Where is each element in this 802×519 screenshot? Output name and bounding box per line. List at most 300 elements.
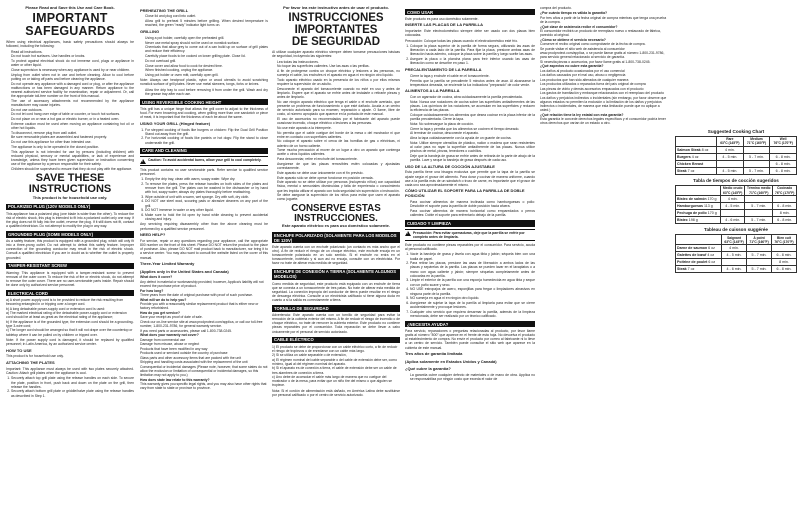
list-item: a) A short power-supply cord is to be provided to reduce the risk resulting from becoming entangled in or tripping over a longer cord.	[6, 297, 124, 307]
list-item: What will we do to help you?	[140, 297, 187, 302]
food-qty: 7 oz	[687, 168, 695, 173]
section-bar-care: CARE AND CLEANING	[140, 148, 268, 154]
tamper-screw-text-es: Advertencia: Este aparato cuenta con un tornillo de seguridad para evitar la remoción de la cubierta exterior del mismo. A fin de reducir el riesgo de incendio o de choque eléctrico, no trate de remover la cubierta exterior. Este producto no contiene piezas reparables por el consumidor. Toda reparación se debe llevar a cabo únicamente por el personal de servicio autorizado.	[272, 313, 400, 334]
care-intro-es: Este producto no contiene piezas reparables por el consumidor. Para servicio, acuda al personal calificado.	[405, 242, 535, 252]
how-to-use-text-es: Este producto es para uso doméstico solamente.	[405, 16, 479, 21]
insert-steps-es	[405, 44, 535, 65]
cooking-chart-table-es	[675, 185, 797, 225]
column-spanish-warranty	[540, 6, 670, 515]
section-bar-electrical-cord-es: CABLE ELÉCTRICO	[272, 337, 400, 343]
list-item: • Para cocinar alimentos de manera inclinada como hamburguesas o pollo: Desdoble el soporte para la parrilla de doble posición hacia afuera.	[410, 200, 535, 208]
grilling-heading-es: ALIMENTOS A LA PARRILLA	[405, 88, 460, 94]
table-cell: 4 - 5 min.	[717, 154, 744, 161]
list-item: • To protect against electrical shock do not immerse cord, plugs or appliance in water or other liquid.	[11, 59, 134, 67]
warranty-continued-es: compra del producto.	[540, 6, 572, 10]
grilling-heading: GRILLING	[140, 28, 160, 34]
list-item: Conserve el recibo original como comprobante de la fecha de compra.	[540, 42, 646, 47]
table-cell-food	[676, 147, 717, 154]
list-item: • El uso de accesorios no recomendados por el fabricante del aparato puede ocasionar incendio, choque eléctrico o lesiones a las personas.	[277, 117, 400, 125]
table-cell: 6 - 8 min.	[770, 161, 797, 168]
list-item: • No permita que el cable cuelgue del borde de la mesa o del mostrador ni que entre en contacto con superficies calientes.	[277, 131, 400, 139]
list-item: 2) Si se utiliza un cable separable o de extensión,	[272, 353, 347, 358]
read-note: Please Read and Save this Use and Care Book.	[25, 6, 115, 10]
list-item: • Do not place on or near a hot gas or electric burner, or in a heated oven.	[11, 117, 134, 121]
list-item: Any defect in material or workmanship provided; however, Applica's liability will not exceed the purchase price of product.	[140, 280, 264, 289]
list-item: Products used or serviced outside the country of purchase	[140, 351, 228, 356]
list-item: Los productos utilizados o reparados fuera del país original de compra	[540, 82, 646, 87]
table-header-cell: Medium 71°C (160°F)	[743, 136, 770, 147]
polarized-plug-text-es: Este aparato cuenta con un enchufe polarizado (un contacto es más ancho que el otro). A fin de reducir el riesgo de un choque eléctrico, este enchufe encaja en un tomacorriente polarizado en un solo sentido. Si el enchufe no entra en el tomacorriente, inviértalo y si aun así no encaja, consulte con un electricista. Por favor no trate de alterar esta medida de seguridad.	[272, 244, 400, 266]
table-row	[676, 217, 797, 224]
list-item: • Do not use outdoors.	[11, 108, 134, 112]
food-name: Steak	[677, 267, 687, 272]
table-cell: 5 - 7 min.	[745, 203, 773, 210]
cord-note-es: Nota: Si el cordón de alimentación está dañado, en América Latina debe sustituirse por personal calificado o por el centro de servicio autorizado.	[272, 388, 400, 397]
table-header-cell: Saignant 63°C (145°F)	[722, 234, 747, 245]
grilling-list	[140, 36, 268, 77]
table-cell: 6 - 8 min.	[773, 203, 797, 210]
list-item: ¿Qué clase de asistencia recibe el consumidor?	[540, 24, 618, 29]
dual-stand-list-es	[405, 200, 535, 217]
table-cell: 4 - 6 min.	[722, 266, 747, 273]
table-header-cell	[676, 185, 721, 196]
insert-plates-note-es: Precaución: Coloque todas las placas cuando el electrodoméstico esté frío.	[405, 38, 519, 43]
food-name: Pechuga de pollo	[677, 211, 707, 216]
list-item: 2. Asegure la placa o la plancha plana para freír inferior usando las asas de liberación como se describe en paso 1.	[410, 57, 535, 65]
list-item: • To disconnect, remove plug from wall outlet.	[11, 131, 134, 135]
list-item: This warranty gives you specific legal rights, and you may also have other rights that vary from state to state or province to province.	[140, 382, 267, 391]
list-item: • Using pot holder or oven mitt, carefully open grill.	[145, 73, 268, 77]
food-qty: 170 g	[707, 197, 717, 202]
preheat-list-es	[405, 74, 535, 87]
table-cell: 5 - 7 min.	[747, 266, 772, 273]
list-item: • Allow grill to preheat 5 minutes before grilling. When desired temperature is reached, the green "ready" indicator light turns on.	[145, 19, 268, 27]
section-bar-polarized-plug: POLARIZED PLUG (120V MODELS ONLY)	[6, 204, 134, 210]
how-to-use-heading: HOW TO USE	[6, 347, 32, 353]
cord-list-es	[272, 345, 400, 388]
cooking-chart-table-fr	[675, 234, 797, 274]
table-cell-food	[676, 203, 721, 210]
table-cell-food	[676, 217, 721, 224]
list-item: 4. NO USE estropajos de acero, esponjillas para fregar o limpiadores abrasivos en ninguna parte de la parrilla.	[410, 287, 535, 295]
care-caution-es	[405, 229, 535, 241]
list-item: a) El régimen nominal del cable separable o del cable de extensión debe ser, como mínimo, igual al del régimen nominal del aparato.	[272, 357, 397, 366]
column-spanish-usage	[405, 6, 535, 515]
section-bar-grounded-plug-es: ENCHUFE DE CONEXIÓN A TIERRA (SOLAMENTE ALGUNOS MODELOS)	[272, 269, 400, 280]
table-cell	[743, 161, 770, 168]
table-cell	[745, 196, 773, 203]
list-item: c) Uno debe de acomodar el cable más largo de manera que no cuelgue del mostrador o de la mesa, para evitar que un niño tire del mismo o que alguien se tropiece.	[272, 375, 393, 388]
grilling-list-es	[405, 95, 535, 162]
list-item: What does it cover?	[140, 275, 173, 280]
table-cell	[722, 259, 747, 266]
care-intro: This product contains no user serviceable parts. Refer service to qualified service personnel.	[140, 167, 268, 176]
list-item: Damage from misuse, abuse or neglect	[140, 342, 200, 347]
list-item: • Do not use this appliance for other than intended use.	[11, 140, 134, 144]
help-text-es: Para servicio, reparaciones o preguntas relacionadas al producto, por favor llame gratis al número "800" que aparece en el frente de esta hoja. No devuelva el producto al establecimiento de compra. No envíe el producto por correo al fabricante ni lo lleve a un centro de servicio. También puede consultar el sitio web que aparece en la cubierta de este manual.	[405, 328, 535, 350]
grounded-plug-text: As a safety feature, this product is equipped with a grounded plug, which will only fit into a three-prong outlet. Do not attempt to defeat this safety feature. Improper connection of the grounding conductor may result in the risk of electric shock. Consult a qualified electrician if you are in doubt as to whether the outlet is properly grounded.	[6, 239, 134, 260]
table-row	[676, 259, 797, 266]
table-header-cell: Medio crudo 63°C (145°F)	[721, 185, 745, 196]
list-item: For how long?	[140, 288, 164, 293]
warranty-subtitle: (Applies only in the United States and Canada)	[140, 268, 229, 274]
list-item: ¿Cómo se obtiene el servicio necesario?	[540, 37, 606, 42]
attaching-plates-text: Important: This appliance must always be used with two plates securely attached. Caution: Attach grill plates when the appliance is cool.	[6, 366, 134, 376]
section-bar-help-es: ¿NECESITA AYUDA?	[405, 321, 535, 327]
warranty-subtitle-es: (Aplica solamente en Estados Unidos y Canadá)	[405, 358, 497, 364]
list-item: 1. For stepped cooking of foods like burgers or chicken: Flip the Dual Grill Position Stand out away from the grill.	[145, 128, 268, 136]
list-item: • Al terminar de cocinar, desconecte el aparato.	[410, 131, 535, 135]
table-cell: 4 min.	[721, 196, 745, 203]
table-cell: 4 - 5 min.	[722, 252, 747, 259]
list-item: • Nota: Utilice siempre utensilios de plástico, nailon o madera que sean resistentes al calor para no rayar la superficie antiadherente de las placas. Nunca utilice pinchos de metal, pinzas, tenedores o cuchillos.	[410, 141, 535, 153]
section-bar-tamper-screw: TAMPER-RESISTANT SCREW	[6, 263, 134, 269]
table-cell-food	[676, 259, 722, 266]
need-help-heading: NEED HELP?	[140, 232, 166, 238]
column-english-safeguards	[6, 6, 134, 515]
section-bar-tamper-screw-es: TORNILLO DE SEGURIDAD	[272, 305, 400, 311]
table-cell	[745, 210, 773, 217]
safeguards-title-es-line1: INSTRUCCIONES IMPORTANTES	[288, 11, 384, 36]
list-item: 2. Para retirar las placas, presione las asas de liberación a ambos lados de las placas y sepárelas de la parrilla. Las placas se pueden lavar en el lavaplatos o a mano con agua caliente y jabón; siempre séquelas completamente antes de colocarlas en la parrilla.	[410, 261, 535, 278]
list-item: • Carefully place foods to be cooked on lower grilling plate. Close lid.	[145, 54, 268, 58]
section-bar-polarized-plug-es: ENCHUFE POLARIZADO (SOLAMENTE PARA LOS MODELOS DE 120V)	[272, 232, 400, 243]
table-row	[676, 245, 797, 252]
list-item: ¿Qué aspectos no cubre esta garantía?	[540, 64, 604, 69]
cooking-chart-title-fr: Tableau de cuisson suggérée	[704, 227, 768, 233]
list-item: • Con un agarrador de cocina, abra cuidadosamente la parrilla precalentada.	[410, 95, 535, 99]
hinged-steps	[140, 128, 268, 145]
list-item: • Se debe asegurar la supervisión de los niños para evitar que usen el aparato como juguete.	[277, 193, 400, 201]
list-item: Shipping and handling costs associated with the replacement of the unit	[140, 360, 248, 365]
list-item: b) A long detachable power-supply cord or extension cord is used:	[6, 306, 105, 311]
food-qty: 6 oz	[708, 246, 715, 251]
list-item: What does your warranty not cover?	[140, 333, 199, 338]
list-item: • Extreme caution must be used when moving an appliance containing hot oil or other hot liquids.	[11, 122, 134, 130]
table-row	[676, 196, 797, 203]
warranty-title-es: Tres años de garantía limitada	[405, 351, 463, 357]
list-item: • Do not overload grill.	[145, 59, 268, 63]
list-item: Esta garantía le concede derechos legales específicos y el consumidor podría tener otros derechos que varían de un estado a otro.	[540, 117, 666, 126]
table-cell: 4 - 5 min.	[721, 203, 745, 210]
list-item: Products that have been modified in any way	[140, 346, 208, 351]
table-header-row	[676, 185, 797, 196]
list-item: • A fin de protegerse contra un choque eléctrico y lesiones a las personas, no sumerja el cable, los enchufes ni el aparato en agua ni en ningún otro líquido.	[277, 69, 400, 77]
table-cell: 4 - 5 min.	[717, 168, 744, 175]
list-item: ¿Qué relación tiene la ley estatal con esta garantía?	[540, 112, 624, 117]
list-item: • Never use metal spray should not be used on nonstick surface.	[145, 41, 268, 45]
list-item: How does state law relate to this warranty?	[140, 377, 210, 382]
list-item: • Abra la tapa cuidadosamente con la ayuda de un guante de cocina.	[410, 136, 535, 140]
grounded-plug-text-es: Como medida de seguridad, este producto está equipado con un enchufe de tierra que se conecta a un tomacorriente de tres patas. No trate de alterar esta medida de seguridad. La conexión impropia del conductor de tierra puede resultar en el riesgo de descarga eléctrica. Consulte a un electricista calificado si tiene alguna duda en cuanto a si la salida es correctamente a tierra.	[272, 281, 400, 303]
attaching-plates-heading: ATTACHING THE PLATES	[6, 360, 55, 366]
list-item: • No coloque el aparato sobre ni cerca de las hornillas de gas o eléctricas, ni adentro de un horno caliente.	[277, 139, 400, 147]
list-item: 6. Make sure to hold the lid open by hand while cleaning to prevent accidental closing and injury.	[145, 213, 268, 221]
food-name: Steak	[677, 168, 687, 173]
care-caution-text: Caution: To avoid accidental burns, allow your grill to cool completely.	[148, 158, 262, 163]
list-item: • Asegúrese de que las placas removibles estén colocadas y ajustadas correctamente.	[277, 162, 400, 170]
table-cell: 5 - 7 min.	[747, 252, 772, 259]
table-header-cell: Well 76°C (170°F)	[770, 136, 797, 147]
food-name: Darne de saumon	[677, 246, 708, 251]
list-item: • When finished cooking, unplug the appliance.	[145, 68, 268, 72]
warranty-lines	[140, 275, 268, 390]
list-item: Three years from the date of original purchase with proof of such purchase.	[140, 293, 253, 298]
list-item: • Para cocinar alimentos de manera horizontal como emparedados o perros calientes: Doble el soporte para enfrentarlo debajo de la parrilla.	[410, 209, 535, 217]
food-name: Salmon Steak	[677, 148, 701, 153]
list-item: 7. Cualquier otro servicio que requiera desarmar la parrilla, además de la limpieza mencionada, debe ser realizado por un técnico calificado.	[410, 310, 535, 318]
list-item: • The use of accessory attachments not recommended by the appliance manufacturer may cause injuries.	[11, 99, 134, 107]
food-qty: 170 g	[707, 211, 717, 216]
food-qty: 113 g	[703, 204, 713, 209]
food-name: Hamburguesas	[677, 204, 703, 209]
table-row	[676, 168, 797, 175]
list-item: Glass parts and other accessory items that are packed with the unit	[140, 355, 242, 360]
food-qty: 6 oz	[708, 260, 716, 265]
list-item: • Tome mucha precaución al mover de un lugar a otro un aparato que contenga aceite u otros líquidos calientes.	[277, 148, 400, 156]
section-bar-how-to-use-es: COMO USAR	[405, 9, 535, 15]
table-header-cell: À point 71°C (160°F)	[747, 234, 772, 245]
table-header-row	[676, 136, 797, 147]
list-item: How do you get service?	[140, 310, 180, 315]
table-header-cell	[676, 234, 722, 245]
list-item: Los daños causados por el mal uso, abuso o negligencia	[540, 73, 626, 78]
table-header-cell: Cocinado 76°C (170°F)	[773, 185, 797, 196]
list-item: • Do not touch hot surfaces. Use handles or knobs.	[11, 54, 134, 58]
list-item: Por tres años a partir de la fecha original de compra mientras que tenga una prueba de la compra.	[540, 15, 667, 24]
list-item: Los daños y perjuicios indirectos o incidentales (sin embargo, por favor observe que algunos estados no permiten la exclusión o la limitación de los daños y perjuicios indirectos o incidentales, de manera que esta limitación puede que no aplique a usted.)	[540, 95, 667, 113]
cord-list	[6, 298, 134, 337]
list-item: • Este aparato se debe usar únicamente con el fin previsto.	[277, 171, 400, 175]
list-item: • Close cover and allow food to cook for desired time.	[145, 64, 268, 68]
table-cell	[747, 259, 772, 266]
table-cell: 4 min.	[717, 147, 744, 154]
table-row	[676, 147, 797, 154]
how-to-use-text: This product is for household use only.	[6, 354, 64, 359]
food-name: Bistec	[677, 218, 688, 223]
list-item: ¿Por cuánto tiempo es válida la garantía?	[540, 11, 608, 16]
table-row	[676, 252, 797, 259]
table-cell-food	[676, 210, 721, 217]
warranty-question-es: ¿Qué cubre la garantía?	[405, 365, 451, 371]
table-cell: 4 min.	[722, 245, 747, 252]
table-cell-food	[676, 245, 722, 252]
preheat-heading-es: PRECALENTAMIENTO DE LA PARRILLA	[405, 66, 482, 72]
list-item: Los productos que han sido alterados de cualquier manera	[540, 77, 629, 82]
list-item: a) The marked electrical rating of the detachable power-supply cord or extension cord should be at least as great as the electrical rating of the appliance;	[6, 311, 127, 320]
table-row	[676, 154, 797, 161]
list-item: 6. Asegúrese de sujetar la tapa de la parrilla al limpiarla para evitar que se cierre accidentalmente y provoque lesiones.	[410, 301, 535, 309]
table-cell: 6 - 8 min.	[772, 266, 797, 273]
safeguards-title: IMPORTANT SAFEGUARDS	[25, 10, 115, 38]
section-bar-grounded-plug: GROUNDED PLUG (SOME MODELS ONLY)	[6, 231, 134, 237]
list-item: • Deje que la bandeja de grasa se enfríe antes de retirarla de la parte de abajo de la parrilla. Lave y seque la bandeja de grasa después de cada uso.	[410, 154, 535, 162]
column-english-usage	[140, 6, 268, 515]
safeguards-list-es	[272, 60, 400, 202]
save-instructions-title-es: CONSERVE ESTAS INSTRUCCIONES.	[291, 202, 381, 224]
table-cell: 8 min.	[773, 210, 797, 217]
table-row	[676, 266, 797, 273]
list-item: 3. Wipe outside of unit with a warm, wet sponge. Dry with soft, dry cloth.	[145, 195, 268, 199]
list-item: 2. Securely attach bottom grill plate or griddle/halve plate using the release handles as described in Step 1.	[11, 389, 134, 397]
table-cell: 8 min.	[772, 259, 797, 266]
food-name: Galettes de bœuf	[677, 253, 707, 258]
table-cell	[773, 196, 797, 203]
list-item: • This appliance is not intended for use by persons (including children) with reduced physical, sensory or mental capabilities, or lack of experience and knowledge, unless they have been given supervision or instruction concerning use of the appliance by a person responsible for their safety.	[11, 150, 134, 167]
list-item: • Coloque cuidadosamente los alimentos que desea cocinar en la placa inferior de la parrilla precalentada. Cierre la tapa.	[410, 113, 535, 121]
list-item: • Este aparato sólo se debe operar funcionar en posición cerrada.	[277, 176, 400, 180]
table-cell	[770, 147, 797, 154]
food-name: Bistec de salmón	[677, 197, 707, 202]
cooking-height-text-es: Esta parrilla tiene una bisagra exclusiva que permite que la tapa de la parrilla se ajuste según el grosor del alimento. Para dorar y cocinar de manera uniforme, cuando ase a la parrilla más de un sándwich o trozo de carne, es importante que el grosor de cada uno sea aproximadamente el mismo.	[405, 170, 535, 187]
list-item: • Desconecte el aparato del tomacorriente cuando no esté en uso y antes de limpiarlo. Espere que el aparato se enfríe antes de instalarle o retirarle piezas y antes de limpiarlo.	[277, 87, 400, 99]
preheat-list	[140, 14, 268, 27]
list-item: • Close supervision is necessary when any appliance is used by or near children.	[11, 68, 134, 72]
list-item: • Do not operate any appliance with a damaged cord or plug, or after the appliance malfunctions or has been damaged in any manner. Return appliance to the nearest authorized service facility for examination, repair or adjustment. Or, call the appropriate toll-free number on the front of this manual.	[11, 82, 134, 99]
warranty-list-es	[405, 373, 535, 381]
list-item: • Using a pot holder, carefully open the preheated grill.	[145, 36, 268, 40]
table-cell-food	[676, 168, 717, 175]
preheating-heading: PREHEATING THE GRILL	[140, 7, 189, 13]
list-item: Los gastos de tramitación y embarque relacionados con el reemplazo del producto	[540, 91, 665, 96]
list-item: b) Si el aparato es de conexión a tierra, el cable de extensión debe ser un cable de tres alambres de conexión a tierra.	[272, 366, 397, 375]
list-item: • Para desconectar, retire el enchufe del tomacorriente.	[277, 157, 400, 161]
food-qty: 7 oz	[687, 267, 695, 272]
column-spanish-safeguards	[272, 6, 400, 515]
household-note-es: Este aparato eléctrico es para uso doméstico solamente.	[281, 223, 391, 229]
safeguards-list	[6, 50, 134, 171]
chart-spacer	[675, 6, 797, 126]
list-item: 2. To remove the plates, press the release handles on both sides of the plates and remove from the grill. The plates can be washed in the dishwasher or by hand with hot, soapy water; always dry plates thoroughly before reattaching.	[145, 182, 268, 194]
need-help-text: For service, repair or any questions regarding your appliance, call the appropriate 800 number on the front of this sheet. Please DO NOT return the product to the place of purchase. Also, please DO NOT mail product back to manufacturer, nor bring it to a service center. You may also want to consult the website listed on the cover of this manual.	[140, 239, 268, 260]
column-cooking-charts	[675, 6, 797, 515]
warranty-title: Three-Year Limited Warranty	[140, 261, 195, 267]
table-cell: 6 - 8 min.	[773, 217, 797, 224]
list-item: Check our on-line service site at www.prodprotect.com/applica, or call our toll-free number, 1-800-231-9786, for general warranty service.	[140, 320, 263, 329]
table-header-cell: Término medio 71°C (160°F)	[745, 185, 773, 196]
list-item: • Permita que la parrilla se precaliente 5 minutos antes de asar. Al alcanzarse la temperatura deseada, se enciende la luz indicadora "preparado" de color verde.	[410, 79, 535, 87]
list-item: • No toque las superficies calientes. Use las asas o las perillas.	[277, 64, 400, 68]
table-cell-food	[676, 252, 722, 259]
list-item: • Este aparato no se debe utilizar por personas (incluyendo niños) con capacidad física, mental o sensoriales disminuidas y falta de experiencia o conocimiento que les impida utilizar el aparato con toda seguridad sin supervisión o instrucción.	[277, 180, 400, 192]
list-item: • Cierre la tapa y permita que los alimentos se cocinen el tiempo deseado.	[410, 127, 535, 131]
list-item: Damage from commercial use	[140, 337, 186, 342]
list-item: 3. Limpie el exterior de la parrilla con una esponja humedecida en agua tibia y seque con un paño suave y seco.	[410, 278, 535, 286]
table-header-cell: Bien cuit 76°C (170°F)	[772, 234, 797, 245]
safeguards-title-es-line2: DE SEGURIDAD	[291, 36, 381, 48]
warning-icon	[405, 231, 411, 236]
table-cell-food	[676, 161, 717, 168]
read-note-es: Por favor lea este instructivo antes de usar el producto.	[283, 6, 389, 10]
list-item: 2. For horizontal cooking of foods like paninis or hot dogs: Flip the stand to close underneath the grill.	[145, 136, 268, 144]
table-cell: 6 - 8 min.	[772, 252, 797, 259]
table-cell: 5 - 7 min.	[743, 154, 770, 161]
care-steps	[140, 177, 268, 221]
list-item: • Read all instructions.	[11, 50, 134, 54]
safeguards-title-es	[272, 12, 400, 48]
cooking-chart-table	[675, 136, 797, 176]
list-item: • La garantía cubre cualquier defecto de materiales o de mano de obra. Applica no se responsabiliza por ningún costo que exceda el valor de	[410, 373, 535, 381]
polarized-plug-text: This appliance has a polarized plug (one blade is wider than the other). To reduce the risk of electric shock, this plug is intended to fit into a polarized outlet only one way. If the plug does not fit fully into the outlet, reverse the plug. If it still does not fit, contact a qualified electrician. Do not attempt to modify the plug in any way.	[6, 211, 134, 229]
care-caution-text-es: Precaución: Para evitar quemaduras, deje que la parrilla se enfríe por completo antes de limpiarla.	[413, 230, 525, 239]
table-cell-food	[676, 196, 721, 203]
list-item: • Be sure removable plates are assembled and fastened properly.	[11, 135, 134, 139]
table-cell: 6 - 8 min.	[770, 168, 797, 175]
cord-note: Note: If the power supply cord is damaged, it should be replaced by qualified personnel; in Latin America, by an authorized service center.	[6, 337, 134, 346]
list-item: • Children should be supervised to ensure that they do not play with the appliance.	[11, 167, 134, 171]
care-warning: Any servicing requiring disassembly other than the above cleaning must be performed by a qualified service personnel.	[140, 222, 268, 231]
list-item: Las piezas de vidrio y demás accesorios empacados con el producto	[540, 86, 644, 91]
table-cell	[772, 245, 797, 252]
warning-icon	[140, 159, 146, 164]
table-cell: 4 - 6 min.	[721, 217, 745, 224]
table-row	[676, 203, 797, 210]
list-item: El consumidor recibirá un producto de reemplazo nuevo o restaurado de fábrica, parecido al original.	[540, 29, 661, 38]
section-bar-electrical-cord: ELECTRICAL CORD	[6, 290, 134, 296]
list-item: Se puede visitar el sitio web de asistencia al consumidor www.prodprotect.com/applica, o se puede llamar gratis al número 1-800-231-9786, para servicio general relacionado al servicio de garantía.	[540, 46, 665, 60]
list-item: b) If the appliance is of the grounded type, the extension cord should be a grounding-type 3-wire cord;	[6, 319, 134, 328]
care-caution	[140, 156, 268, 166]
food-qty: 4 oz	[707, 253, 715, 258]
list-item: Consequential or incidental damages (Please note, however, that some states do not allow the exclusion or limitation of consequential or incidental damages, so this limitation may not apply to you.)	[140, 364, 268, 378]
table-cell-food	[676, 266, 722, 273]
safeguards-intro: When using electrical appliances, basic safety precautions should always be followed, including the following:	[6, 40, 134, 49]
list-item: • The appliance is only to be operated in the closed position.	[11, 145, 134, 149]
list-item: 4. DO NOT use steel wool, scouring pads or abrasive cleaners on any part of the grill.	[145, 199, 268, 207]
table-cell	[717, 161, 744, 168]
cooking-height-text: This grill has a unique hinge that allows the grill cover to adjust to the thickness of food. For even browning and cooking, when grilling more than one sandwich or piece of meat, it is important that the thickness of each be about the same.	[140, 106, 268, 120]
care-steps-es	[405, 252, 535, 318]
list-item: Los daños al producto ocasionados por el uso comercial	[540, 68, 625, 73]
list-item: • No use ningún aparato eléctrico que tenga el cable o el enchufe averiado, que presente un problema de funcionamiento o que esté dañado. Acuda a un centro de servicio autorizado para su examen, reparación o ajuste. O llame, libre de costo, al número apropiado que aparece en la portada de este manual.	[277, 100, 400, 117]
list-item: Save your receipt as proof of date of sale.	[140, 315, 203, 320]
list-item: 5. NO sumerja en agua ni en ningún otro líquido.	[410, 296, 535, 300]
table-header-cell: Rare 63°C (145°F)	[717, 136, 744, 147]
tamper-screw-text: Warning: This appliance is equipped with a tamper-resistant screw to prevent removal of the outer cover. To reduce the risk of fire or electric shock, do not attempt to remove the outer cover. There are no user-serviceable parts inside. Repair should be done only by authorized service personnel.	[6, 270, 134, 287]
insert-plates-heading-es: INSERTE LAS PLACAS DE LA PARRILLA	[405, 22, 484, 28]
list-item: 1. Coloque la placa superior de la parrilla de forma segura, utilizando las asas de liberación a cada lado de la parrilla. Para fijar la placa, presione ambas asas de liberación hacia adentro, coloque la placa sobre la parrilla y luego suelte las asas.	[410, 44, 535, 56]
table-cell: 5 - 7 min.	[745, 217, 773, 224]
table-cell	[721, 210, 745, 217]
list-item: • Close lid and plug cord into outlet.	[145, 14, 268, 18]
section-bar-care-es: CUIDADO Y LIMPIEZA	[405, 220, 535, 226]
table-header-row	[676, 234, 797, 245]
food-name: Burgers	[677, 154, 691, 159]
list-item: • Allow the drip tray to cool before removing it from under the grill. Wash and dry the grease tray after each use.	[145, 88, 268, 96]
grilling-list-2	[140, 88, 268, 96]
list-item: Si necesita piezas o accesorios, por favor llame gratis al 1-800-738-0245.	[540, 59, 651, 64]
food-qty: 8 oz	[701, 148, 709, 153]
hinged-feature-heading: USING YOUR GRILL (Hinged feature)	[140, 120, 211, 126]
list-item: • No use este aparato a la intemperie.	[277, 126, 400, 130]
list-item: 1) El producto se debe de proporcionar con un cable eléctrico corto, a fin de reducir el riesgo de tropiezos o de enredarse con un cable más largo.	[272, 344, 398, 353]
list-item: c) The longer cord should be arranged so that it will not drape over the countertop or tabletop where it can be pulled on by children or tripped over.	[6, 328, 133, 337]
list-item: • Nota: Nunca use rociadores de cocina sobre las superficies antiadherentes de las placas. Los químicos de los rociadores, se acumulan en las superficies y reducen la eficiencia de las placas.	[410, 100, 535, 112]
cooking-chart-title-es: Tabla de tiempos de cocción sugeridos	[693, 178, 779, 184]
cooking-chart-title: Suggested Cooking Chart	[707, 129, 765, 134]
grilling-note: Note: Always use heatproof plastic, nylon or wood utensils to avoid scratching nonstick surface of grill plates. Never use metal skewers, tongs, forks or knives.	[140, 78, 268, 87]
food-qty: 198 g	[688, 218, 698, 223]
list-item: 5. DO NOT immerse in water or any other liquid.	[145, 208, 268, 212]
list-item: 1. Empty the drip tray, clean with warm, soapy water. Wipe dry.	[145, 177, 268, 181]
list-item: • Do not let cord hang over edge of table or counter, or touch hot surfaces.	[11, 112, 134, 116]
table-row	[676, 161, 797, 168]
list-item: 1. Securely attach top grill plate using the release handles on each side. To secure the plate, position in front, push back and down on the plate on the grill, then release the handles.	[11, 376, 134, 388]
cooking-height-heading-es: USO DE LA ALTURA DE COCCIÓN AJUSTABLE	[405, 163, 495, 169]
list-item: 1. Vacíe la bandeja de grasa y lávela con agua tibia y jabón; séquela bien con una toalla de papel.	[410, 252, 535, 260]
insert-plates-text-es: Importante: Este electrodoméstico siempre debe ser usado con dos placas bien colocadas.	[405, 29, 535, 38]
table-cell	[743, 147, 770, 154]
